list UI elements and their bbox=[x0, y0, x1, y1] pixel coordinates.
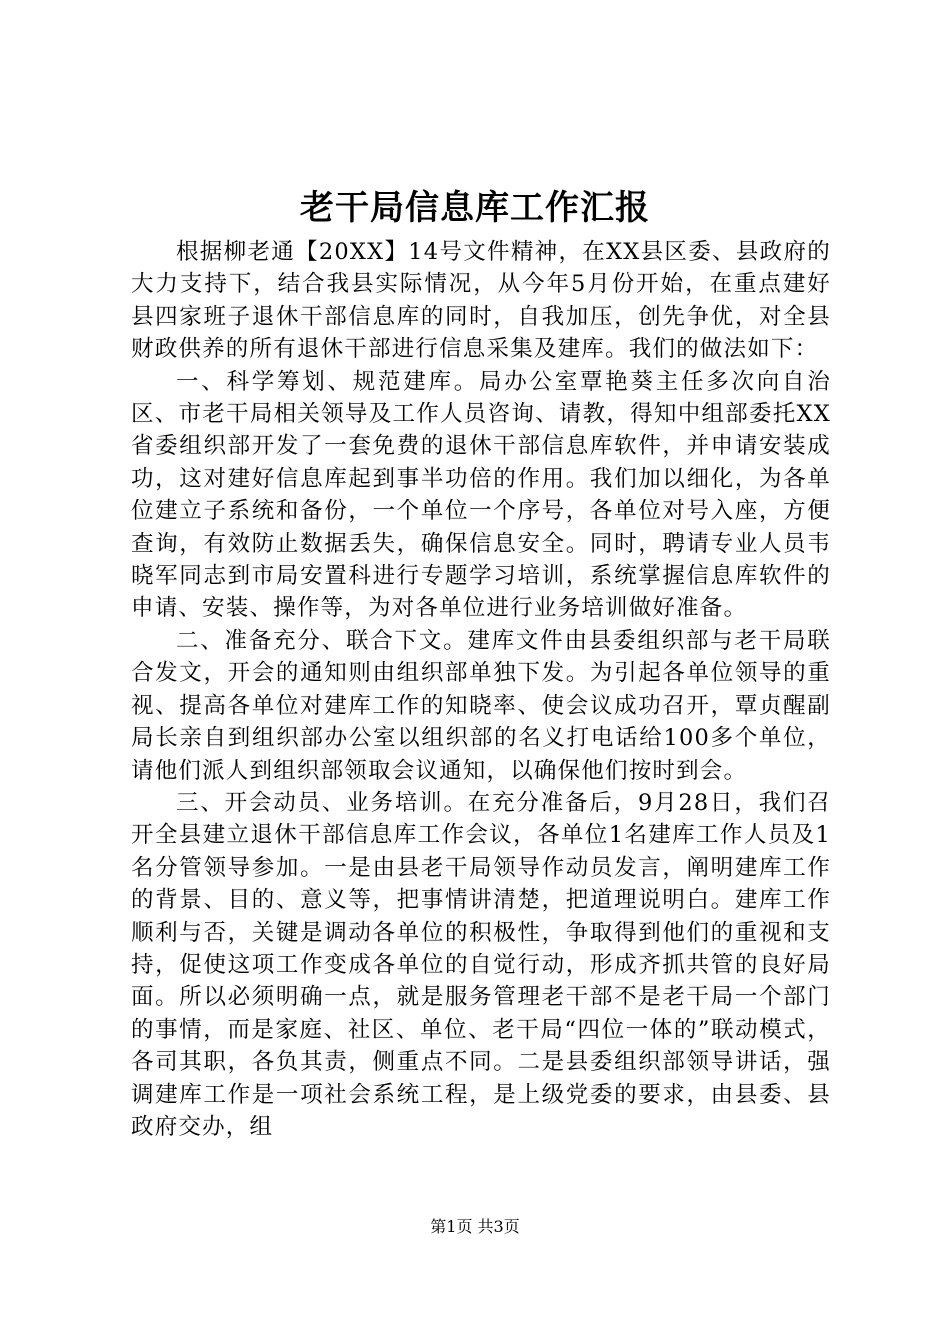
paragraph-section-3: 三、开会动员、业务培训。在充分准备后，9月28日，我们召开全县建立退休干部信息库工作会议，各单位1名建库工作人员及1名分管领导参加。一是由县老干局领导作动员发言，阐明建库工作的背景、目的、意义等，把事情讲清楚，把道理说明白。建库工作顺利与否，关键是调动各单位的积极性，争取得到他们的重视和支持，促使这项工作变成各单位的自觉行动，形成齐抓共管的良好局面。所以必须明确一点，就是服务管理老干部不是老干局一个部门的事情，而是家庭、社区、单位、老干局“四位一体的”联动模式，各司其职，各负其责，侧重点不同。二是县委组织部领导讲话，强调建库工作是一项社会系统工程，是上级党委的要求，由县委、县政府交办，组 bbox=[131, 789, 831, 1140]
document-body bbox=[131, 236, 831, 1143]
document-title: 老干局信息库工作汇报 bbox=[300, 188, 650, 228]
page-footer: 第1页 共3页 bbox=[430, 1217, 520, 1236]
paragraph-section-1: 一、科学筹划、规范建库。局办公室覃艳葵主任多次向自治区、市老干局相关领导及工作人员咨询、请教，得知中组部委托XX省委组织部开发了一套免费的退休干部信息库软件，并申请安装成功，这对建好信息库起到事半功倍的作用。我们加以细化，为各单位建立子系统和备份，一个单位一个序号，各单位对号入座，方便查询，有效防止数据丢失，确保信息安全。同时，聘请专业人员韦晓军同志到市局安置科进行专题学习培训，系统掌握信息库软件的申请、安装、操作等，为对各单位进行业务培训做好准备。 bbox=[131, 368, 831, 622]
paragraph-section-2: 二、准备充分、联合下文。建库文件由县委组织部与老干局联合发文，开会的通知则由组织部单独下发。为引起各单位领导的重视、提高各单位对建库工作的知晓率、使会议成功召开，覃贞醒副局长亲自到组织部办公室以组织部的名义打电话给100多个单位，请他们派人到组织部领取会议通知，以确保他们按时到会。 bbox=[131, 627, 831, 784]
paragraph-intro: 根据柳老通【20XX】14号文件精神，在XX县区委、县政府的大力支持下，结合我县实际情况，从今年5月份开始，在重点建好县四家班子退休干部信息库的同时，自我加压，创先争优，对全县财政供养的所有退休干部进行信息采集及建库。我们的做法如下： bbox=[131, 239, 831, 363]
